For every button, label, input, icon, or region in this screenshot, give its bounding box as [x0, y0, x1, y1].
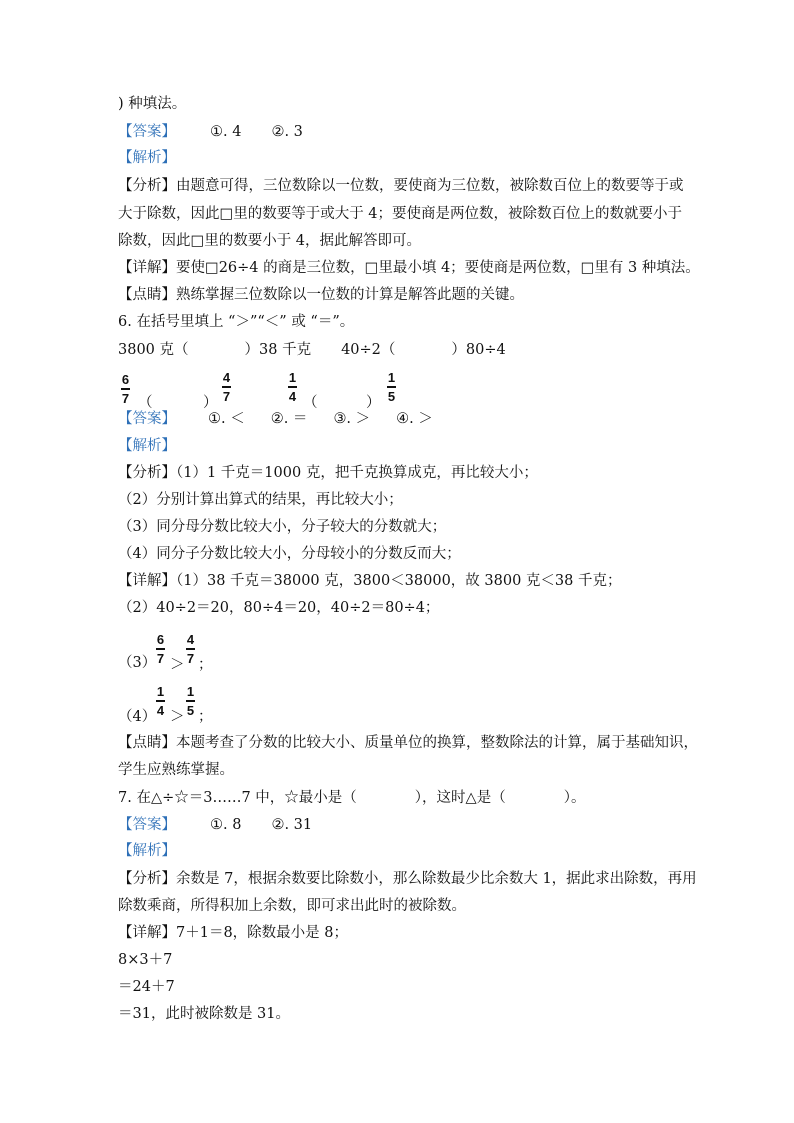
row1-d: ）80÷4 [451, 342, 506, 358]
xiangjie-text: （1）38 千克＝38000 克，3800＜38000，故 3800 克＜38 千克； [176, 573, 622, 589]
q7-xiangjie-1 [118, 923, 348, 943]
answer-2: ②. 3 [271, 124, 303, 140]
q7-fenxi-2: 除数乘商，所得积加上余数，即可求出此时的被除数。 [118, 898, 466, 914]
xiangjie-4-label: （4） [118, 709, 157, 725]
fraction-1-5 [387, 371, 396, 403]
q5-fenxi-2: 大于除数，因此□里的数要等于或大于 4；要使商是两位数，被除数百位上的数就要小于 [118, 206, 683, 222]
answer-1: ①. ＜ [208, 411, 245, 427]
paren-close: ） [203, 395, 218, 411]
fraction-bar [156, 700, 165, 702]
fraction-bar [288, 386, 297, 388]
denominator: 7 [121, 390, 130, 406]
q7-calc-3: ＝31，此时被除数是 31。 [118, 1006, 291, 1022]
semicolon: ； [198, 657, 213, 673]
numerator: 6 [121, 372, 130, 387]
q6-fenxi-3: （3）同分母分数比较大小，分子较大的分数就大； [118, 519, 447, 535]
numerator: 1 [186, 684, 195, 699]
answer-tag: 【答案】 [118, 817, 176, 833]
denominator: 7 [156, 650, 165, 666]
answer-3: ③. ＞ [333, 411, 371, 427]
denominator: 7 [222, 388, 231, 404]
q6-answer-line [118, 409, 433, 429]
fenxi-tag: 【分析】 [118, 871, 176, 887]
xiangjie-text: 要使□26÷4 的商是三位数，□里最小填 4；要使商是两位数，□里有 3 种填法。 [176, 260, 700, 276]
q7-fenxi-1 [118, 869, 697, 889]
q5-fenxi-1 [118, 176, 684, 196]
fraction-6-7 [156, 633, 165, 665]
row1-c: 40÷2（ [341, 342, 396, 358]
row1-b: ）38 千克 [244, 342, 312, 358]
dianjing-tag: 【点睛】 [118, 287, 176, 303]
q6-xiangjie-2: （2）40÷2＝20，80÷4＝20，40÷2＝80÷4； [118, 600, 440, 616]
analysis-tag: 【解析】 [118, 438, 176, 454]
answer-tag: 【答案】 [118, 411, 176, 427]
xiangjie-tag: 【详解】 [118, 573, 176, 589]
q6-fenxi-1 [118, 463, 538, 483]
numerator: 4 [186, 632, 195, 647]
denominator: 4 [288, 388, 297, 404]
q7-calc-2: ＝24＋7 [118, 979, 175, 995]
xiangjie-3-label: （3） [118, 655, 157, 671]
semicolon: ； [198, 709, 213, 725]
answer-tag: 【答案】 [118, 124, 176, 140]
fraction-4-7 [222, 371, 231, 403]
q6-dianjing-1 [118, 733, 698, 753]
fraction-bar [387, 386, 396, 388]
fraction-bar [156, 648, 165, 650]
paren-close: ） [366, 395, 381, 411]
numerator: 1 [387, 370, 396, 385]
gt-sign: ＞ [170, 709, 185, 725]
fraction-1-4 [156, 685, 165, 717]
answer-4: ④. ＞ [396, 411, 433, 427]
numerator: 1 [156, 684, 165, 699]
q5-xiangjie [118, 258, 700, 278]
denominator: 5 [186, 702, 195, 718]
denominator: 5 [387, 388, 396, 404]
paren-open: （ [138, 395, 153, 411]
q7-calc-1: 8×3＋7 [118, 952, 173, 968]
q6-xiangjie-1 [118, 571, 621, 591]
paren-open: （ [303, 395, 318, 411]
fraction-bar [222, 386, 231, 388]
fraction-4-7 [186, 633, 195, 665]
fraction-1-5 [186, 685, 195, 717]
q6-row1 [118, 340, 506, 360]
analysis-tag: 【解析】 [118, 843, 176, 859]
xiangjie-tag: 【详解】 [118, 260, 176, 276]
dianjing-text: 本题考查了分数的比较大小、质量单位的换算，整数除法的计算，属于基础知识， [176, 735, 698, 751]
answer-2: ②. 31 [271, 817, 313, 833]
numerator: 4 [222, 370, 231, 385]
q6-fenxi-2: （2）分别计算出算式的结果，再比较大小； [118, 492, 403, 508]
denominator: 4 [156, 702, 165, 718]
q7-question: 7. 在△÷☆＝3……7 中，☆最小是（ ），这时△是（ ）。 [118, 790, 586, 806]
q5-answer-line [118, 122, 303, 142]
q5-tail: ) 种填法。 [118, 96, 187, 112]
q7-answer-line [118, 815, 312, 835]
fenxi-text: （1）1 千克＝1000 克，把千克换算成克，再比较大小； [176, 465, 538, 481]
q5-dianjing [118, 285, 524, 305]
analysis-tag: 【解析】 [118, 150, 176, 166]
fraction-bar [186, 648, 195, 650]
q6-question: 6. 在括号里填上 “＞”“＜” 或 “＝”。 [118, 314, 355, 330]
gt-sign: ＞ [170, 657, 185, 673]
denominator: 7 [186, 650, 195, 666]
fenxi-text: 由题意可得，三位数除以一位数，要使商为三位数，被除数百位上的数要等于或 [176, 178, 684, 194]
xiangjie-tag: 【详解】 [118, 925, 176, 941]
q6-dianjing-2: 学生应熟练掌握。 [118, 762, 234, 778]
fraction-bar [121, 388, 130, 390]
answer-2: ②. ＝ [270, 411, 308, 427]
numerator: 6 [156, 632, 165, 647]
fenxi-tag: 【分析】 [118, 178, 176, 194]
answer-1: ①. 8 [210, 817, 242, 833]
fenxi-tag: 【分析】 [118, 465, 176, 481]
fraction-1-4 [288, 371, 297, 403]
dianjing-text: 熟练掌握三位数除以一位数的计算是解答此题的关键。 [176, 287, 524, 303]
q6-fenxi-4: （4）同分子分数比较大小，分母较小的分数反而大； [118, 546, 461, 562]
fraction-bar [186, 700, 195, 702]
row1-a: 3800 克（ [118, 342, 189, 358]
xiangjie-text: 7＋1＝8，除数最小是 8； [176, 925, 349, 941]
answer-1: ①. 4 [210, 124, 242, 140]
fenxi-text: 余数是 7，根据余数要比除数小，那么除数最少比余数大 1，据此求出除数，再用 [176, 871, 697, 887]
dianjing-tag: 【点睛】 [118, 735, 176, 751]
numerator: 1 [288, 370, 297, 385]
q5-fenxi-3: 除数，因此□里的数要小于 4，据此解答即可。 [118, 233, 422, 249]
fraction-6-7 [121, 373, 130, 405]
